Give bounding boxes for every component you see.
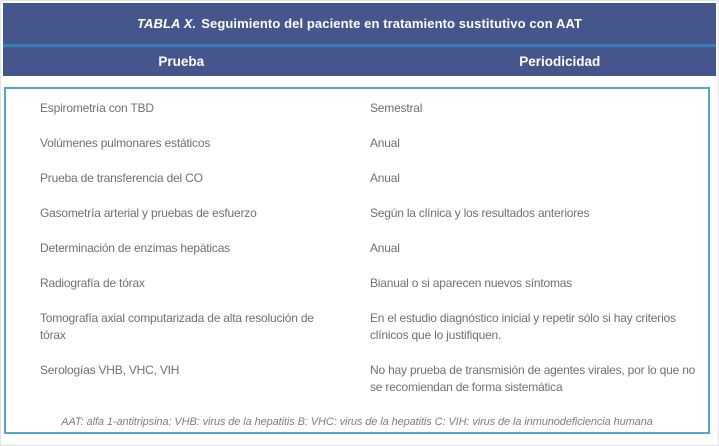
table-row (40, 170, 700, 187)
table-row (40, 100, 700, 117)
cell-prueba: Radiografía de tórax (40, 276, 145, 290)
cell-periodicidad: Anual (370, 241, 400, 255)
table-title-text: Seguimiento del paciente en tratamiento sustitutivo con AAT (201, 16, 583, 31)
column-header-row (3, 47, 716, 76)
cell-periodicidad: No hay prueba de transmisión de agentes virales, por lo que no se recomiendan de forma sistemática (370, 363, 696, 394)
cell-prueba: Serologías VHB, VHC, VIH (40, 363, 180, 377)
cell-prueba: Tomografía axial computarizada de alta resolución de tórax (40, 311, 314, 342)
table-title-prefix: TABLA X. (136, 16, 197, 31)
cell-periodicidad: Bianual o si aparecen nuevos síntomas (370, 276, 573, 290)
table-row (40, 275, 700, 292)
table-row (40, 205, 700, 222)
table-row (40, 310, 700, 344)
cell-prueba: Espirometría con TBD (40, 101, 154, 115)
table-row (40, 240, 700, 257)
cell-prueba: Gasometría arterial y pruebas de esfuerzo (40, 206, 257, 220)
cell-prueba: Prueba de transferencia del CO (40, 171, 203, 185)
cell-periodicidad: Anual (370, 136, 400, 150)
cell-prueba: Volúmenes pulmonares estáticos (40, 136, 211, 150)
cell-periodicidad: En el estudio diagnóstico inicial y repetir sólo si hay criterios clínicos que lo justifiquen. (370, 311, 676, 342)
table-rows (6, 89, 708, 396)
table-body (4, 87, 710, 434)
cell-periodicidad: Según la clínica y los resultados anteriores (370, 206, 590, 220)
column-header-prueba: Prueba (158, 54, 205, 69)
cell-prueba: Determinación de enzimas hepáticas (40, 241, 230, 255)
table-footnote: AAT: alfa 1-antitripsina: VHB: virus de la hepatitis B: VHC: virus de la hepatitis C: VIH: virus de la inmunodeficiencia humana (61, 416, 653, 428)
column-header-periodicidad: Periodicidad (519, 54, 601, 69)
cell-periodicidad: Anual (370, 171, 400, 185)
cell-periodicidad: Semestral (370, 101, 423, 115)
table-row (40, 135, 700, 152)
table-header (3, 3, 716, 76)
table-title (3, 3, 716, 44)
table-row (40, 362, 700, 396)
